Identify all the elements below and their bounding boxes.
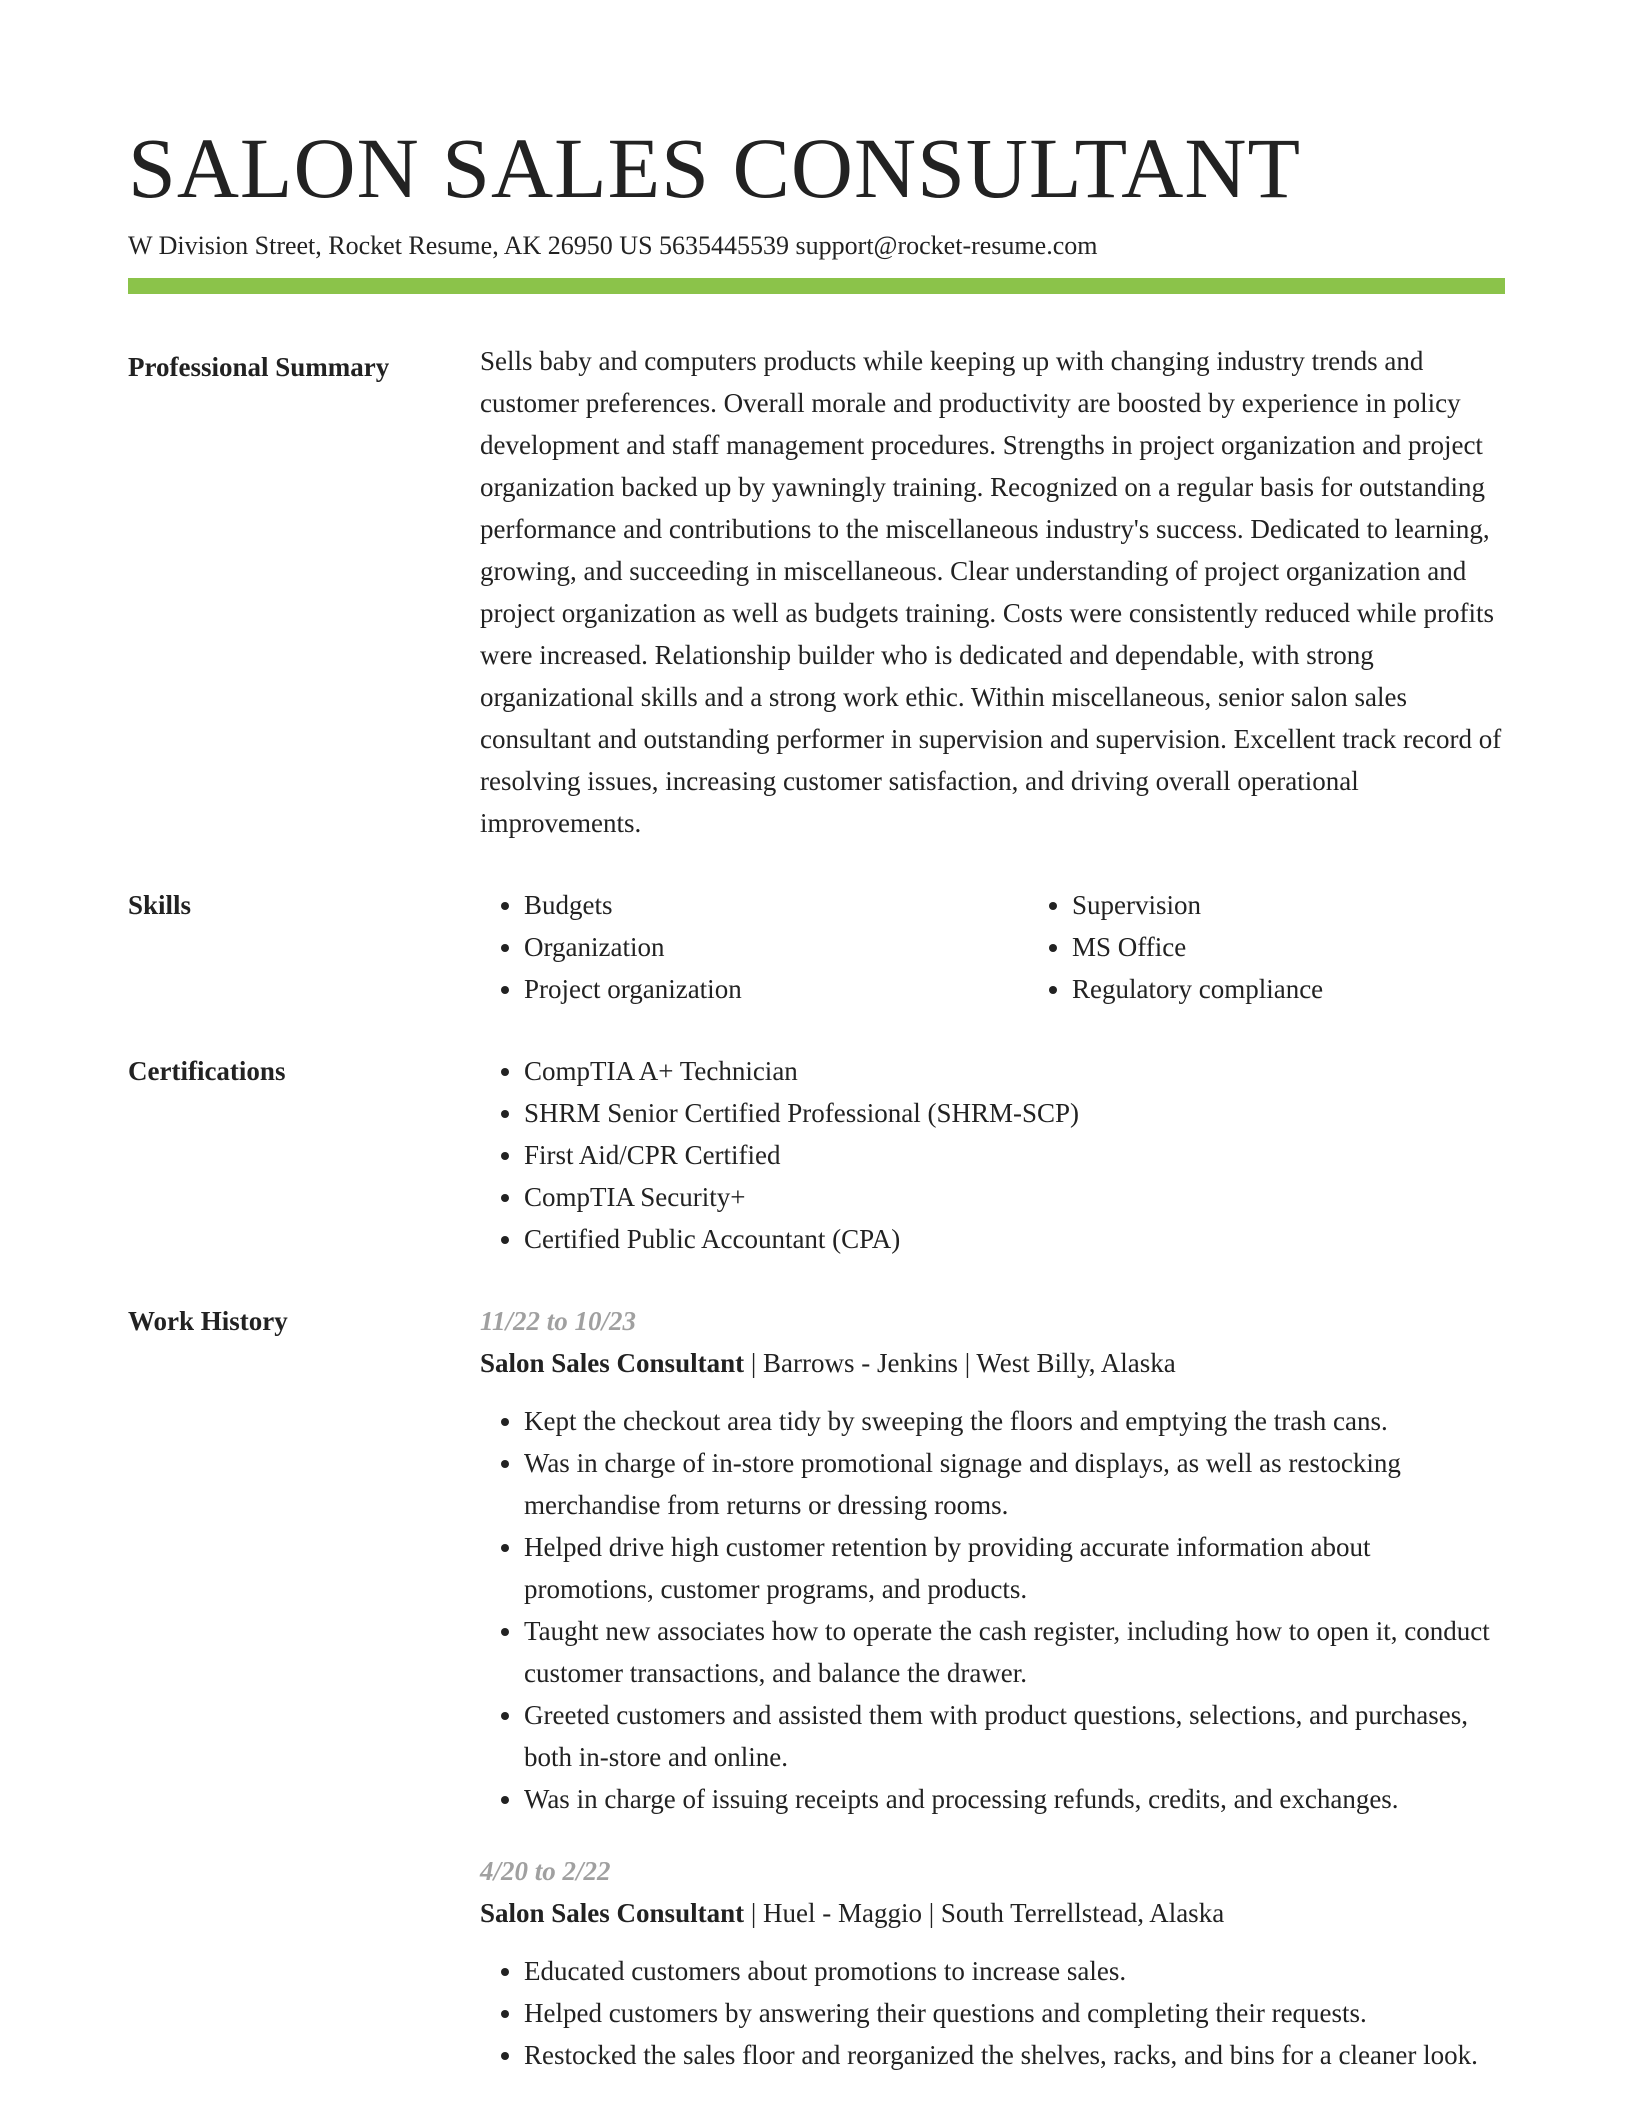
certification-item: • CompTIA A+ Technician [524,1050,1505,1092]
contact-line: W Division Street, Rocket Resume, AK 26950 US 5635445539 support@rocket-resume.com [128,231,1098,260]
summary-section [128,346,1505,844]
skill-item: • Project organization [524,968,1028,1010]
summary-text: Sells baby and computers products while keeping up with changing industry trends and customer preferences. Overall morale and productivity are boosted by experience in policy development and staff management procedures. Strengths in project organization and project organization backed up by yawningly training. Recognized on a regular basis for outstanding performance and contributions to the miscellaneous industry's success. Dedicated to learning, growing, and succeeding in miscellaneous. Clear understanding of project organization and project organization as well as budgets training. Costs were consistently reduced while profits were increased. Relationship builder who is dedicated and dependable, with strong organizational skills and a strong work ethic. Within miscellaneous, senior salon sales consultant and outstanding performer in supervision and supervision. Excellent track record of resolving issues, increasing customer satisfaction, and driving overall operational improvements. [480,346,1502,838]
job-entry [480,1850,1505,2076]
skill-item: • Budgets [524,884,1028,926]
skill-item: • Regulatory compliance [1072,968,1576,1010]
accent-divider [128,278,1505,294]
job-employer-location: | Huel - Maggio | South Terrellstead, Alaska [744,1898,1225,1928]
skills-section [128,884,1505,1010]
skill-item: • Supervision [1072,884,1576,926]
section-label-skills: Skills [128,890,192,920]
job-bullet-list [480,1950,1505,2076]
skill-item: • MS Office [1072,926,1576,968]
job-entry [480,1300,1505,1820]
work-history-section [128,1300,1505,2076]
job-bullet: • Was in charge of in-store promotional signage and displays, as well as restocking merchandise from returns or dressing rooms. [524,1442,1505,1526]
job-heading [480,1342,1505,1384]
job-heading [480,1892,1505,1934]
section-label-summary: Professional Summary [128,352,390,382]
job-bullet: • Helped customers by answering their questions and completing their requests. [524,1992,1505,2034]
certifications-list [480,1050,1505,1260]
certification-item: • Certified Public Accountant (CPA) [524,1218,1505,1260]
job-bullet: • Greeted customers and assisted them with product questions, selections, and purchases, both in-store and online. [524,1694,1505,1778]
section-label-work-history: Work History [128,1306,288,1336]
section-label-certifications: Certifications [128,1056,286,1086]
job-bullet: • Restocked the sales floor and reorganized the shelves, racks, and bins for a cleaner look. [524,2034,1505,2076]
job-bullet-list [480,1400,1505,1820]
job-bullet: • Helped drive high customer retention by providing accurate information about promotions, customer programs, and products. [524,1526,1505,1610]
job-dates: 4/20 to 2/22 [480,1856,611,1886]
certifications-section [128,1050,1505,1260]
certification-item: • SHRM Senior Certified Professional (SHRM-SCP) [524,1092,1505,1134]
job-bullet: • Kept the checkout area tidy by sweeping the floors and emptying the trash cans. [524,1400,1505,1442]
job-dates: 11/22 to 10/23 [480,1306,637,1336]
job-title: Salon Sales Consultant [480,1898,745,1928]
skills-list-column-1 [480,884,1028,1010]
certification-item: • CompTIA Security+ [524,1176,1505,1218]
skill-item: • Organization [524,926,1028,968]
job-title: Salon Sales Consultant [480,1348,745,1378]
job-bullet: • Educated customers about promotions to increase sales. [524,1950,1505,1992]
skills-list-column-2 [1028,884,1576,1010]
candidate-name: SALON SALES CONSULTANT [128,120,1302,216]
job-bullet: • Was in charge of issuing receipts and processing refunds, credits, and exchanges. [524,1778,1505,1820]
job-employer-location: | Barrows - Jenkins | West Billy, Alaska [744,1348,1176,1378]
resume-page [128,118,1505,2076]
job-bullet: • Taught new associates how to operate the cash register, including how to open it, conduct customer transactions, and balance the drawer. [524,1610,1505,1694]
certification-item: • First Aid/CPR Certified [524,1134,1505,1176]
